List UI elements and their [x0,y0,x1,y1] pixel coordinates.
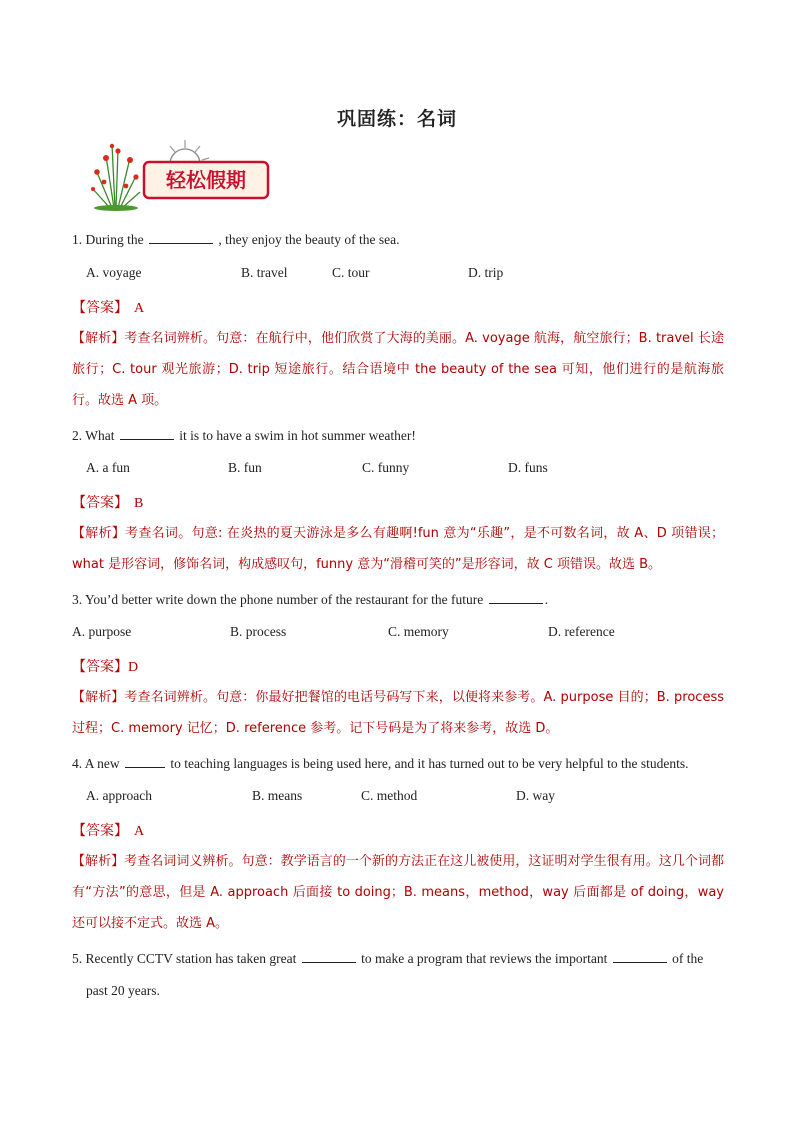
logo-text: 轻松假期 [166,168,246,192]
option-c: C. funny [362,460,410,475]
option-b: B. process [230,624,287,639]
option-a: A. purpose [72,624,132,639]
answer-blank [120,427,174,440]
answer-value: A [134,824,145,839]
option-c: C. tour [332,265,370,280]
answer-line [72,656,138,676]
answer-label: 【答案】 [72,300,128,316]
option-a: A. voyage [86,265,142,280]
explanation: 【解析】考查名词辨析。句意：在航行中，他们欣赏了大海的美丽。A. voyage 航海，航空旅行；B. travel 长途旅行；C. tour 观光旅游；D. trip 短途旅行。结合语境中 the beauty of the sea 可知，他们进行的是航海旅行。故选 A 项。 [72,331,724,408]
question-text-post: to teaching languages is being used here, and it has turned out to be very helpful to the students. [170,756,689,771]
option-d: D. trip [468,265,504,280]
question-4 [72,755,689,772]
question-text-pre: 1. During the [72,232,144,247]
question-5 [72,943,724,1007]
answer-line [72,820,144,840]
option-d: D. way [516,788,555,803]
question-text-mid: to make a program that reviews the important [361,951,608,966]
answer-blank [302,950,356,963]
flower-sun-logo-icon [84,136,274,212]
answer-blank [489,591,543,604]
question-text-pre: 4. A new [72,756,120,771]
answer-value: A [134,301,145,316]
question-2 [72,427,416,444]
option-c: C. memory [388,624,449,639]
answer-blank [149,231,213,244]
question-text-pre: 2. What [72,428,115,443]
question-text-post: it is to have a swim in hot summer weather! [179,428,416,443]
option-b: B. means [252,788,303,803]
answer-line [72,297,144,317]
answer-label: 【答案】 [72,823,128,839]
explanation: 【解析】考查名词词义辨析。句意：教学语言的一个新的方法正在这儿被使用，这证明对学生很有用。这几个词都有“方法”的意思，但是 A. approach 后面接 to doing；B. means，method，way 后面都是 of doing，way 还可以接不定式。故选 A。 [72,854,724,931]
answer-line [72,492,143,512]
page-title: 巩固练：名词 [336,108,457,130]
holiday-logo [84,136,274,212]
option-d: D. funs [508,460,548,475]
question-text-pre: 3. You’d better write down the phone number of the restaurant for the future [72,592,484,607]
option-d: D. reference [548,624,615,639]
question-text-post: of the [672,951,704,966]
answer-blank [125,755,165,768]
answer-label: 【答案】 [72,495,128,511]
question-text-line2: past 20 years. [86,983,160,998]
question-text-pre: 5. Recently CCTV station has taken great [72,951,297,966]
question-text-post: . [544,592,549,607]
answer-blank [613,950,667,963]
question-1 [72,231,399,248]
explanation: 【解析】考查名词。句意: 在炎热的夏天游泳是多么有趣啊!fun 意为“乐趣”，是不可数名词，故 A、D 项错误；what 是形容词，修饰名词，构成感叹句，funny 意为“滑稽可笑的”是形容词，故 C 项错误。故选 B。 [72,526,724,572]
option-b: B. travel [241,265,288,280]
answer-label: 【答案】 [72,659,128,675]
option-a: A. a fun [86,460,130,475]
explanation: 【解析】考查名词辨析。句意：你最好把餐馆的电话号码写下来，以便将来参考。A. purpose 目的；B. process 过程；C. memory 记忆；D. reference 参考。记下号码是为了将来参考，故选 D。 [72,690,724,736]
answer-value: B [134,496,144,511]
option-c: C. method [361,788,418,803]
option-a: A. approach [86,788,152,803]
question-text-post: , they enjoy the beauty of the sea. [218,232,400,247]
option-b: B. fun [228,460,262,475]
answer-value: D [128,660,139,675]
question-3 [72,591,548,608]
